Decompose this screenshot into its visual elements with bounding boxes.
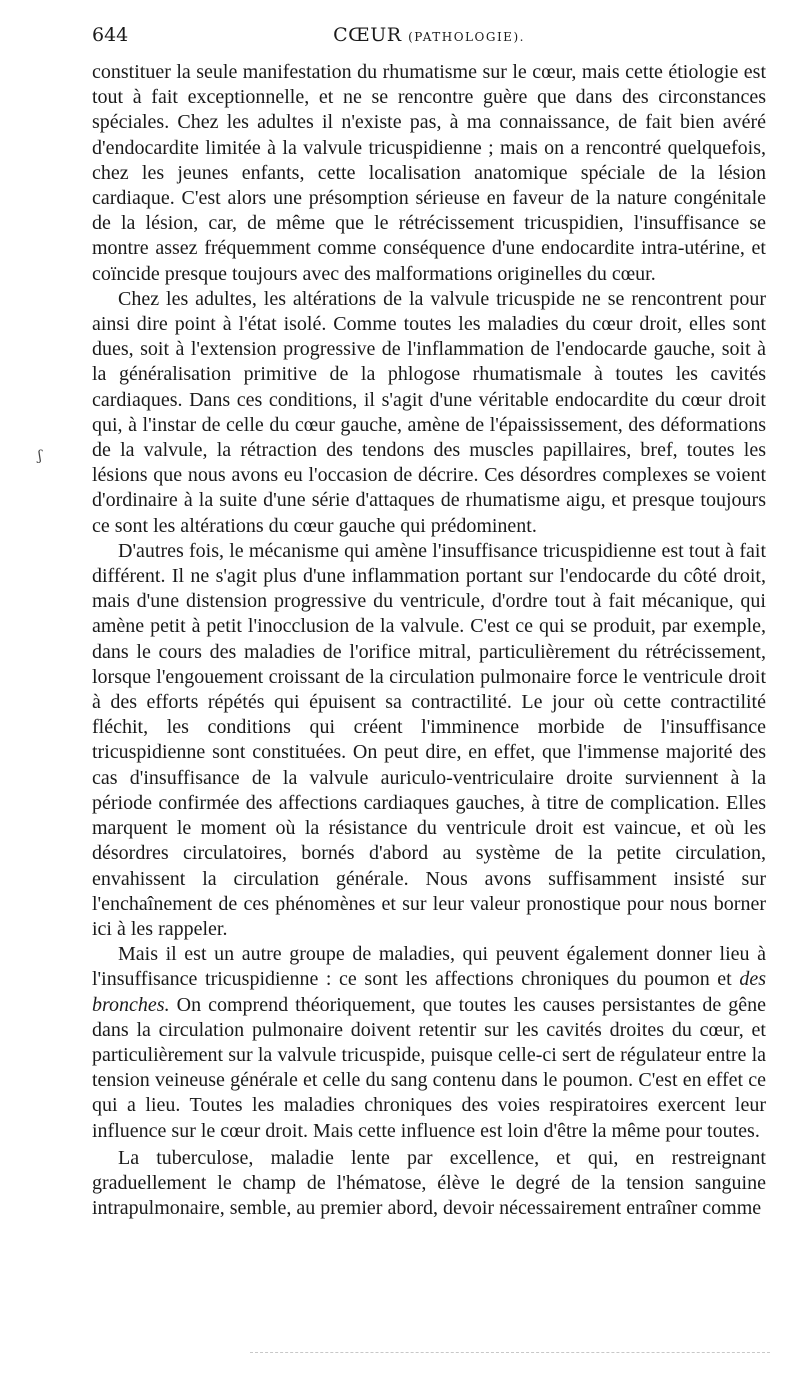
paragraph-4-line-1: Mais il est un autre groupe de maladies, qui peuvent également donner lieu bbox=[118, 943, 750, 966]
bottom-dashed-rule bbox=[250, 1352, 770, 1354]
paragraph-4-part-4: de gêne dans la circulation pulmonaire doivent retentir sur les cavités droites du cœur, et particulièrement sur la valvule tricuspide, puisque celle-ci sert de régulateur entre la tension veineuse générale et celle du sang contenu dans le poumon. C'est en effet ce qui a lieu. Toutes les maladies chroniques des voies respiratoires exercent leur influence sur le cœur droit. Mais cette influence est loin d'être la même pour toutes. bbox=[92, 993, 766, 1142]
page-number: 644 bbox=[92, 24, 129, 46]
running-title bbox=[92, 24, 766, 46]
paragraph-4-part-3: On comprend théoriquement, que toutes les causes persistantes bbox=[176, 993, 696, 1016]
paragraph-4-part-2: à l'insuffisance tricuspidienne : ce sont les affections chroniques du poumon et bbox=[92, 943, 767, 991]
paragraph-4 bbox=[92, 942, 766, 1144]
paragraph-5: La tuberculose, maladie lente par excellence, et qui, en restreignant graduellement le champ de l'hématose, élève le degré de la tension sanguine intrapulmonaire, semble, au premier abord, devoir nécessairement entraîner comme bbox=[92, 1146, 766, 1220]
margin-mark: ʃ bbox=[38, 448, 42, 464]
running-title-sub: (PATHOLOGIE). bbox=[408, 30, 525, 44]
paragraph-2: Chez les adultes, les altérations de la valvule tricuspide ne se rencontrent pour ainsi dire point à l'état isolé. Comme toutes les maladies du cœur droit, elles sont dues, soit à l'extension progressive de l'inflammation de l'endocarde gauche, soit à la généralisation primitive de la phlogose rhumatismale à toutes les cavités cardiaques. Dans ces conditions, il s'agit d'une véritable endocardite du cœur droit qui, à l'instar de celle du cœur gauche, amène de l'épaississement, des déformations de la valvule, la rétraction des tendons des muscles papillaires, bref, toutes les lésions que nous avons eu l'occasion de décrire. Ces désordres complexes se voient d'ordinaire à la suite d'une série d'attaques de rhumatisme aigu, et presque toujours ce sont les altérations du cœur gauche qui prédominent. bbox=[92, 287, 766, 537]
paragraph-1: constituer la seule manifestation du rhumatisme sur le cœur, mais cette étiologie est tout à fait exceptionnelle, et ne se rencontre guère que dans des circonstances spéciales. Chez les adultes il n'existe pas, à ma connaissance, de fait bien avéré d'endocardite limitée à la valvule tricuspidienne ; mais on a rencontré quelquefois, chez les jeunes enfants, cette localisation anatomique spéciale de la lésion cardiaque. C'est alors une présomption sérieuse en faveur de la nature congénitale de la lésion, car, de même que le rétrécissement tricuspidien, l'insuffisance se montre assez fréquemment comme conséquence d'une endocardite intra-utérine, et coïncide presque toujours avec des malformations originelles du cœur. bbox=[92, 61, 766, 285]
paragraph-3: D'autres fois, le mécanisme qui amène l'insuffisance tricuspidienne est tout à fait différent. Il ne s'agit plus d'une inflammation portant sur l'endocarde du côté droit, mais d'une distension progressive du ventricule, d'ordre tout à fait mécanique, qui amène petit à petit l'inocclusion de la valvule. C'est ce qui se produit, par exemple, dans le cours des maladies de l'orifice mitral, particulièrement du rétrécissement, lorsque l'engouement croissant de la circulation pulmonaire force le ventricule droit à des efforts répétés qui épuisent sa contractilité. Le jour où cette contractilité fléchit, les conditions qui créent l'imminence morbide de l'insuffisance tricuspidienne sont constituées. On peut dire, en effet, que l'immense majorité des cas d'insuffisance de la valvule auriculo-ventriculaire droite surviennent à la période confirmée des affections cardiaques gauches, à titre de complication. Elles marquent le moment où la résistance du ventricule droit est vaincue, et où les désordres circulatoires, bornés d'abord au système de la petite circulation, envahissent la circulation générale. Nous avons suffisamment insisté sur l'enchaînement de ces phénomènes et sur leur valeur pronostique pour nous borner ici à les rappeler. bbox=[92, 539, 766, 940]
running-header bbox=[92, 22, 766, 52]
body-text bbox=[92, 60, 766, 1221]
paragraph-4-italic: des bronches. bbox=[92, 968, 767, 1016]
book-page bbox=[92, 22, 766, 1221]
running-title-main: CŒUR bbox=[333, 24, 402, 46]
